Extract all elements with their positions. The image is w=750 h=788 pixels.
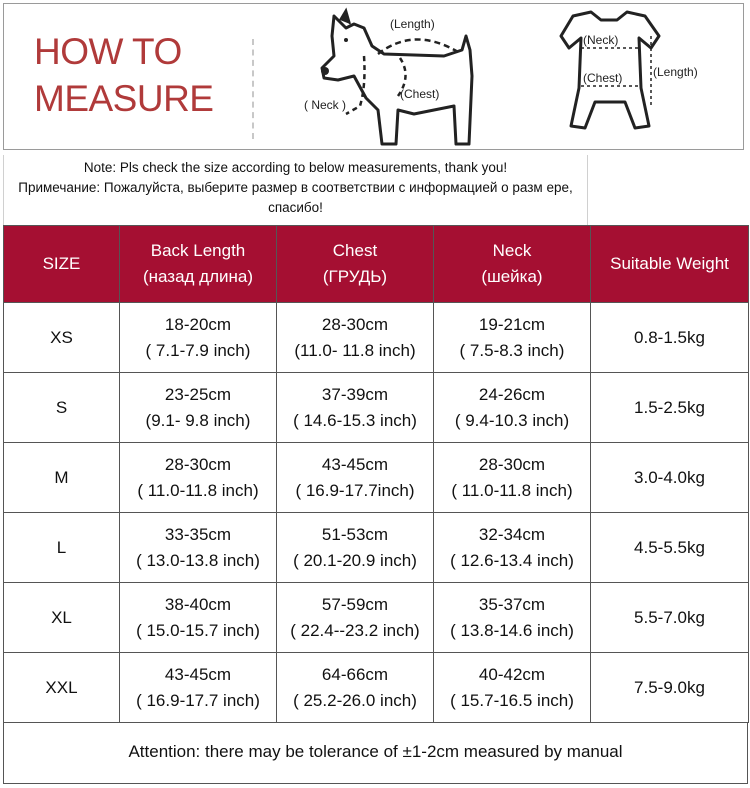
header-neck: Neck (шейка) bbox=[434, 226, 591, 303]
neck-cell: 32-34cm ( 12.6-13.4 inch) bbox=[434, 513, 591, 583]
header-size: SIZE bbox=[4, 226, 120, 303]
chest-cell: 37-39cm ( 14.6-15.3 inch) bbox=[277, 373, 434, 443]
banner-title-line1: HOW TO bbox=[34, 31, 182, 72]
garment-chest-label: (Chest) bbox=[583, 71, 623, 85]
table-row bbox=[4, 583, 749, 653]
back-length-cell: 33-35cm ( 13.0-13.8 inch) bbox=[120, 513, 277, 583]
table-row bbox=[4, 513, 749, 583]
weight-cell: 7.5-9.0kg bbox=[591, 653, 749, 723]
size-note bbox=[3, 155, 588, 225]
dog-neck-label: ( Neck ) bbox=[304, 98, 346, 112]
neck-cell: 28-30cm ( 11.0-11.8 inch) bbox=[434, 443, 591, 513]
chest-cell: 43-45cm ( 16.9-17.7inch) bbox=[277, 443, 434, 513]
weight-cell: 1.5-2.5kg bbox=[591, 373, 749, 443]
banner-title bbox=[34, 28, 234, 122]
table-row bbox=[4, 653, 749, 723]
back-length-cell: 23-25cm (9.1- 9.8 inch) bbox=[120, 373, 277, 443]
table-header-row bbox=[4, 226, 749, 303]
back-length-cell: 18-20cm ( 7.1-7.9 inch) bbox=[120, 303, 277, 373]
size-cell: XL bbox=[4, 583, 120, 653]
size-cell: M bbox=[4, 443, 120, 513]
size-cell: XS bbox=[4, 303, 120, 373]
header-back-length: Back Length (назад длина) bbox=[120, 226, 277, 303]
chest-cell: 64-66cm ( 25.2-26.0 inch) bbox=[277, 653, 434, 723]
note-russian: Примечание: Пожалуйста, выберите размер в соответствии с информацией о разм ере, спасибо! bbox=[18, 180, 573, 215]
garment-neck-label: (Neck) bbox=[583, 33, 619, 47]
header-chest: Chest (ГРУДЬ) bbox=[277, 226, 434, 303]
tolerance-note: Attention: there may be tolerance of ±1-2cm measured by manual bbox=[3, 722, 748, 784]
note-english: Note: Pls check the size according to below measurements, thank you! bbox=[83, 160, 508, 175]
table-row bbox=[4, 373, 749, 443]
chest-cell: 57-59cm ( 22.4--23.2 inch) bbox=[277, 583, 434, 653]
weight-cell: 0.8-1.5kg bbox=[591, 303, 749, 373]
dog-measure-illustration bbox=[294, 6, 494, 149]
neck-cell: 19-21cm ( 7.5-8.3 inch) bbox=[434, 303, 591, 373]
chest-cell: 28-30cm (11.0- 11.8 inch) bbox=[277, 303, 434, 373]
back-length-cell: 28-30cm ( 11.0-11.8 inch) bbox=[120, 443, 277, 513]
garment-length-label: (Length) bbox=[653, 65, 698, 79]
garment-measure-illustration bbox=[539, 6, 739, 149]
header-suitable-weight: Suitable Weight bbox=[591, 226, 749, 303]
dog-length-label: (Length) bbox=[390, 17, 435, 31]
dog-chest-label: (Chest) bbox=[400, 87, 440, 101]
weight-cell: 4.5-5.5kg bbox=[591, 513, 749, 583]
how-to-measure-banner bbox=[3, 3, 744, 150]
size-cell: L bbox=[4, 513, 120, 583]
weight-cell: 3.0-4.0kg bbox=[591, 443, 749, 513]
size-cell: XXL bbox=[4, 653, 120, 723]
table-row bbox=[4, 443, 749, 513]
weight-cell: 5.5-7.0kg bbox=[591, 583, 749, 653]
banner-title-line2: MEASURE bbox=[34, 78, 214, 119]
back-length-cell: 38-40cm ( 15.0-15.7 inch) bbox=[120, 583, 277, 653]
size-cell: S bbox=[4, 373, 120, 443]
back-length-cell: 43-45cm ( 16.9-17.7 inch) bbox=[120, 653, 277, 723]
chest-cell: 51-53cm ( 20.1-20.9 inch) bbox=[277, 513, 434, 583]
table-row bbox=[4, 303, 749, 373]
neck-cell: 24-26cm ( 9.4-10.3 inch) bbox=[434, 373, 591, 443]
neck-cell: 35-37cm ( 13.8-14.6 inch) bbox=[434, 583, 591, 653]
banner-divider bbox=[252, 39, 254, 139]
neck-cell: 40-42cm ( 15.7-16.5 inch) bbox=[434, 653, 591, 723]
size-chart-table bbox=[3, 225, 749, 723]
